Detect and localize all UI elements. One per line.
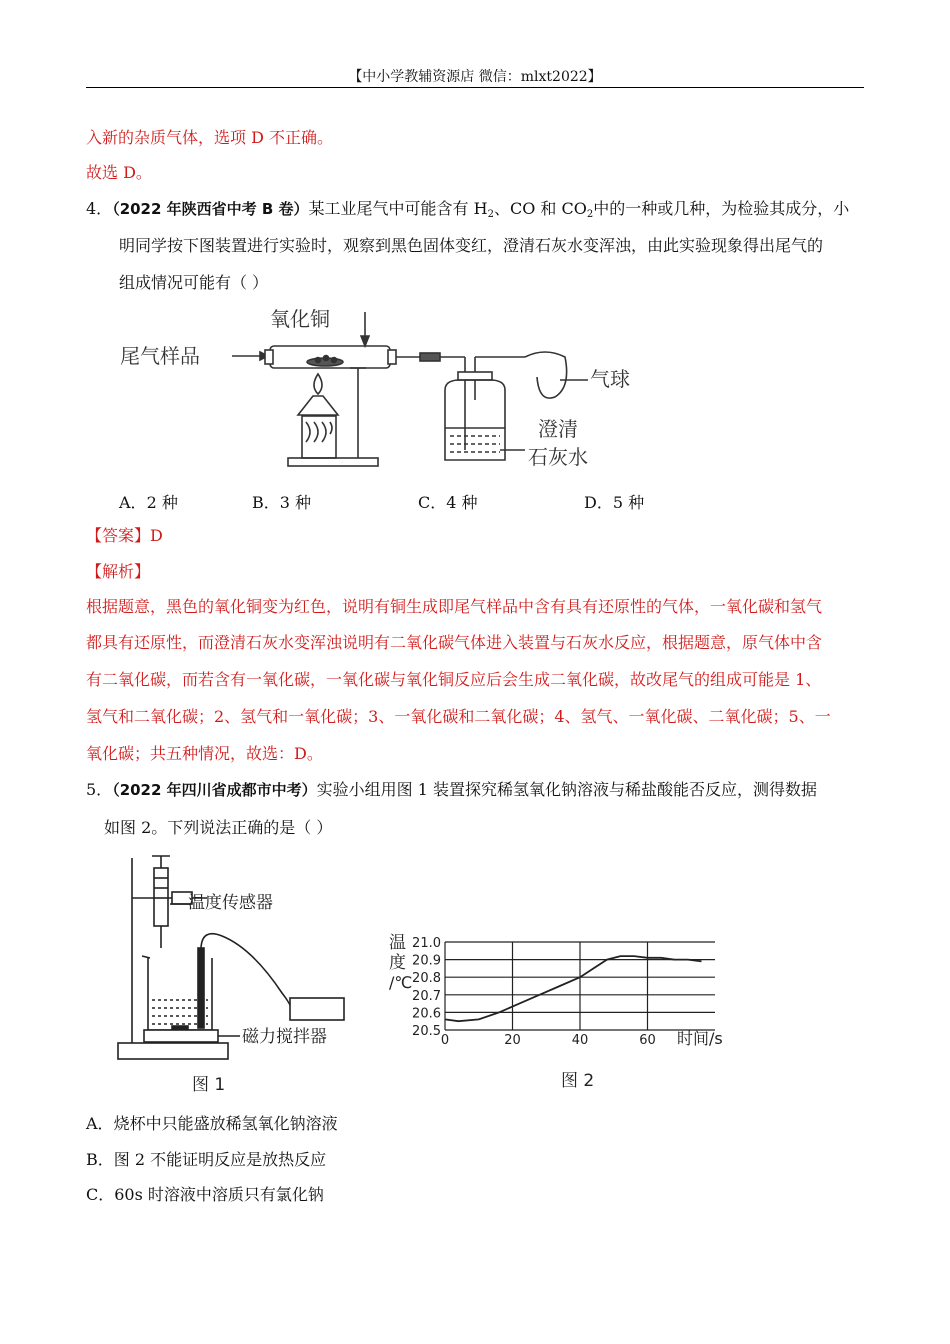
- q4-analysis-label: 【解析】: [86, 562, 151, 581]
- x-tick-label: 40: [571, 1033, 589, 1048]
- q4-option-d[interactable]: [584, 490, 644, 513]
- q4-stem-part: 中的一种或几种，为检验其成分，小: [593, 199, 850, 218]
- y-tick-label: 20.9: [412, 953, 441, 969]
- option-text: 60s 时溶液中溶质只有氯化钠: [114, 1185, 324, 1204]
- y-tick-label: 20.5: [412, 1024, 441, 1039]
- x-tick-label: 0: [440, 1033, 450, 1048]
- q4-analysis-line: 氧化碳；共五种情况，故选：D。: [86, 744, 323, 763]
- label-limewater: 石灰水: [528, 445, 588, 469]
- label-balloon: 气球: [590, 367, 630, 391]
- q4-stem-line1: [86, 199, 849, 219]
- figure1-caption: 图 1: [192, 1075, 226, 1095]
- option-text: 2 种: [146, 493, 178, 512]
- y-axis-label-char1: 温: [389, 933, 406, 953]
- q5-stem-text: 实验小组用图 1 装置探究稀氢氧化钠溶液与稀盐酸能否反应，测得数据: [316, 780, 818, 799]
- x-axis-label: 时间/s: [677, 1029, 723, 1048]
- q4-stem-line2: 明同学按下图装置进行实验时，观察到黑色固体变红，澄清石灰水变浑浊，由此实验现象得出尾气的: [119, 236, 824, 255]
- q5-stem-line2: 如图 2。下列说法正确的是（ ）: [104, 818, 333, 837]
- q4-analysis-line: 有二氧化碳，而若含有一氧化碳，一氧化碳与氧化铜反应后会生成二氧化碳，故改尾气的组成可能是 1、: [86, 670, 822, 689]
- q5-source: （2022 年四川省成都市中考）: [112, 781, 317, 799]
- q5-figure2-chart: [385, 926, 735, 1096]
- option-text: 3 种: [279, 493, 312, 512]
- answer-value: D: [150, 526, 163, 545]
- label-clear: 澄清: [538, 417, 578, 441]
- q4-source: （2022 年陕西省中考 B 卷）: [112, 200, 309, 218]
- q4-option-b[interactable]: [252, 490, 311, 513]
- q5-stem-line1: [86, 780, 817, 800]
- option-key: A．: [119, 493, 147, 512]
- option-text: 4 种: [446, 493, 478, 512]
- option-key: B．: [86, 1150, 114, 1169]
- q4-stem-part: 某工业尾气中可能含有 H: [308, 199, 488, 218]
- label-tail-gas-sample: 尾气样品: [120, 344, 200, 368]
- series-line-temperature: [445, 956, 702, 1021]
- q4-subscript: 2: [487, 209, 494, 220]
- q5-option-a[interactable]: [86, 1111, 338, 1134]
- q4-option-c[interactable]: [418, 490, 478, 513]
- x-tick-label: 60: [639, 1033, 656, 1048]
- y-tick-label: 21.0: [412, 936, 441, 951]
- label-magnetic-stirrer: 磁力搅拌器: [242, 1027, 327, 1047]
- answer-label: 【答案】: [86, 526, 151, 545]
- figure2-caption: 图 2: [561, 1071, 595, 1091]
- q4-analysis-line: 都具有还原性，而澄清石灰水变浑浊说明有二氧化碳气体进入装置与石灰水反应，根据题意，原气体中含: [86, 633, 823, 652]
- q4-stem-part: 、CO 和 CO: [493, 199, 587, 218]
- option-text: 烧杯中只能盛放稀氢氧化钠溶液: [113, 1114, 338, 1133]
- option-key: C．: [86, 1185, 115, 1204]
- y-tick-label: 20.6: [412, 1006, 441, 1022]
- q4-apparatus-figure: [120, 300, 640, 475]
- option-key: D．: [584, 493, 613, 512]
- y-axis-label-unit: /℃: [389, 973, 413, 992]
- q5-option-c[interactable]: [86, 1182, 324, 1205]
- y-axis-label-char2: 度: [389, 953, 406, 973]
- q4-analysis-line: 根据题意，黑色的氧化铜变为红色，说明有铜生成即尾气样品中含有具有还原性的气体，一氧化碳和氢气: [86, 597, 823, 616]
- q5-option-b[interactable]: [86, 1147, 326, 1170]
- label-temp-sensor: 温度传感器: [188, 893, 273, 913]
- option-text: 5 种: [612, 493, 645, 512]
- prev-conclusion-line: 故选 D。: [86, 163, 152, 182]
- q4-option-a[interactable]: [119, 490, 178, 513]
- q4-number: 4．: [86, 199, 113, 218]
- prev-explanation-line: 入新的杂质气体，选项 D 不正确。: [86, 128, 334, 147]
- q5-figure1-apparatus: [112, 848, 362, 1098]
- x-tick-label: 20: [504, 1033, 521, 1048]
- option-key: A．: [86, 1114, 114, 1133]
- q5-number: 5．: [86, 780, 113, 799]
- header-rule: [86, 87, 864, 88]
- page-header: 【中小学教辅资源店 微信：mlxt2022】: [348, 69, 602, 85]
- y-tick-label: 20.7: [412, 988, 441, 1004]
- y-tick-label: 20.8: [412, 971, 441, 987]
- option-key: C．: [418, 493, 447, 512]
- q4-subscript: 2: [586, 209, 594, 220]
- q4-answer: [86, 526, 163, 546]
- option-key: B．: [252, 493, 280, 512]
- q4-analysis-line: 氢气和二氧化碳；2、氢气和一氧化碳；3、一氧化碳和二氧化碳；4、氢气、一氧化碳、二氧化碳；5、一: [86, 707, 831, 726]
- option-text: 图 2 不能证明反应是放热反应: [113, 1150, 327, 1169]
- label-copper-oxide: 氧化铜: [270, 307, 330, 331]
- q4-stem-line3: 组成情况可能有（ ）: [119, 273, 269, 292]
